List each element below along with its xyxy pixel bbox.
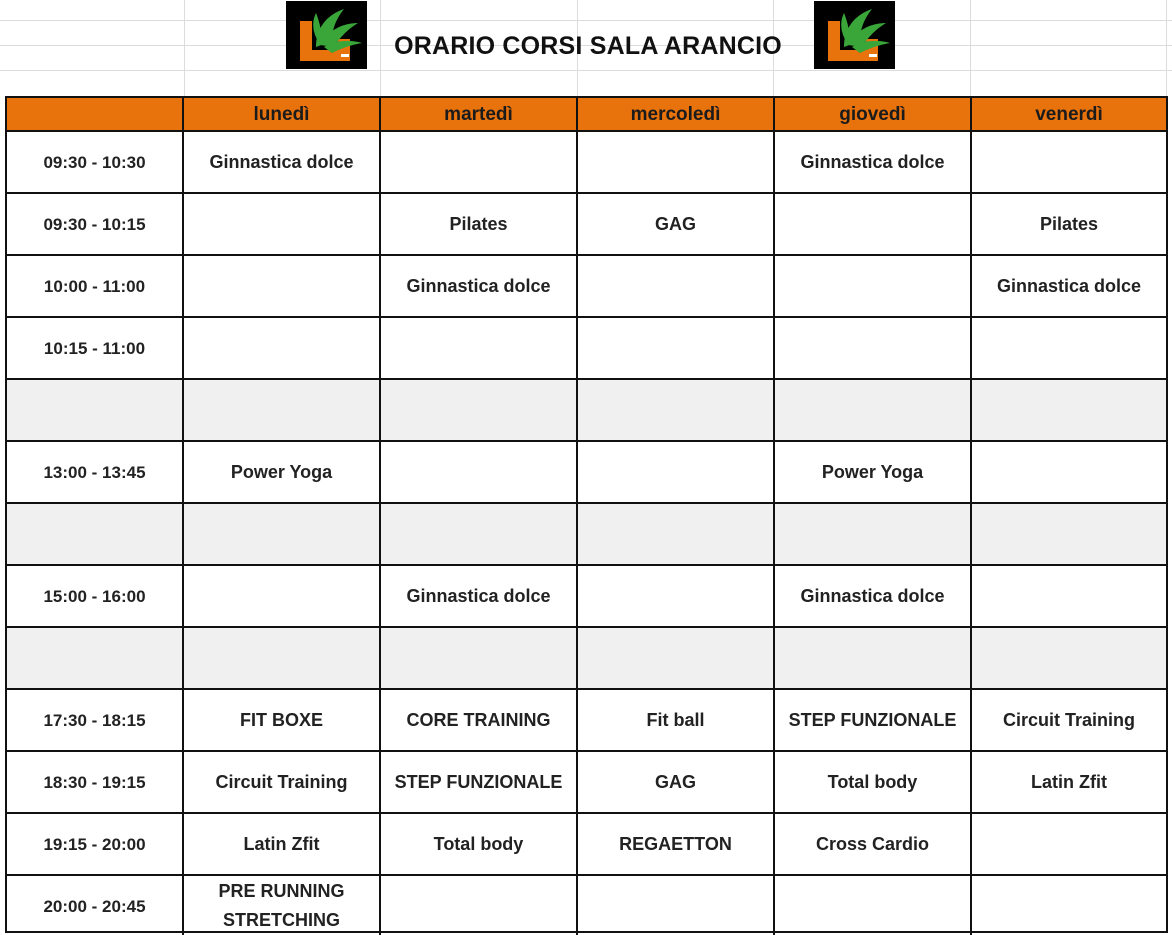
day-header-label: lunedì: [253, 103, 310, 125]
class-cell: [578, 752, 775, 814]
class-cell: [184, 876, 381, 935]
class-cell: [972, 442, 1166, 504]
class-cell: [972, 628, 1166, 690]
time-slot-label: 19:15 - 20:00: [43, 834, 146, 854]
class-cell: [381, 132, 578, 194]
class-cell: [381, 814, 578, 876]
class-cell: [775, 504, 972, 566]
time-slot-cell: [7, 628, 184, 690]
class-cell: [775, 318, 972, 380]
class-cell: [578, 504, 775, 566]
time-slot-cell: [7, 132, 184, 194]
class-cell: [381, 194, 578, 256]
class-name: REGAETTON: [619, 833, 732, 854]
class-cell: [578, 566, 775, 628]
class-cell: [184, 442, 381, 504]
class-cell: [184, 814, 381, 876]
class-cell: [578, 318, 775, 380]
class-cell: [381, 318, 578, 380]
class-cell: [775, 194, 972, 256]
class-cell: [972, 690, 1166, 752]
class-cell: [775, 566, 972, 628]
class-cell: [775, 814, 972, 876]
day-header: [184, 98, 381, 132]
class-cell: [972, 256, 1166, 318]
page-title: ORARIO CORSI SALA ARANCIO: [394, 32, 782, 60]
class-cell: [578, 194, 775, 256]
time-slot-label: 15:00 - 16:00: [43, 586, 146, 606]
class-name: Circuit Training: [1002, 709, 1135, 730]
class-name: PRE RUNNING STRETCHING: [218, 881, 345, 930]
class-name: STEP FUNZIONALE: [788, 709, 957, 730]
time-slot-cell: [7, 194, 184, 256]
class-cell: [184, 132, 381, 194]
class-cell: [775, 442, 972, 504]
time-slot-label: 09:30 - 10:15: [43, 214, 146, 234]
class-cell: [381, 752, 578, 814]
day-header-label: martedì: [444, 103, 513, 125]
class-cell: [184, 752, 381, 814]
time-slot-cell: [7, 318, 184, 380]
class-cell: [775, 256, 972, 318]
class-cell: [775, 690, 972, 752]
class-cell: [972, 194, 1166, 256]
time-slot-label: 10:00 - 11:00: [43, 276, 146, 296]
class-cell: [775, 132, 972, 194]
class-name: Pilates: [1039, 213, 1099, 234]
class-name: Ginnastica dolce: [209, 151, 354, 172]
class-cell: [578, 876, 775, 935]
class-name: Total body: [827, 771, 918, 792]
class-cell: [381, 876, 578, 935]
time-slot-cell: [7, 690, 184, 752]
class-name: GAG: [654, 771, 696, 792]
time-slot-cell: [7, 442, 184, 504]
leaf-logo-icon: [814, 1, 895, 69]
class-cell: [184, 380, 381, 442]
time-slot-cell: [7, 504, 184, 566]
class-cell: [381, 690, 578, 752]
class-name: Ginnastica dolce: [406, 585, 551, 606]
time-slot-cell: [7, 256, 184, 318]
class-name: Ginnastica dolce: [406, 275, 551, 296]
course-timetable: [5, 96, 1168, 933]
class-cell: [578, 132, 775, 194]
class-cell: [578, 442, 775, 504]
gridline: [970, 0, 971, 96]
class-cell: [775, 752, 972, 814]
gridline: [1166, 0, 1167, 96]
class-cell: [578, 628, 775, 690]
gridline: [184, 0, 185, 96]
time-slot-label: 20:00 - 20:45: [43, 896, 146, 916]
time-slot-label: 10:15 - 11:00: [43, 338, 146, 358]
class-cell: [972, 380, 1166, 442]
time-slot-cell: [7, 876, 184, 935]
class-cell: [184, 256, 381, 318]
class-cell: [381, 628, 578, 690]
day-header-label: venerdì: [1035, 103, 1103, 125]
leaf-logo-icon: [286, 1, 367, 69]
class-name: Latin Zfit: [1031, 771, 1107, 792]
class-cell: [972, 132, 1166, 194]
time-slot-label: 09:30 - 10:30: [43, 152, 146, 172]
class-cell: [184, 504, 381, 566]
class-cell: [972, 566, 1166, 628]
class-cell: [578, 380, 775, 442]
class-name: Power Yoga: [230, 461, 333, 482]
class-name: Ginnastica dolce: [800, 151, 945, 172]
day-header: [381, 98, 578, 132]
class-cell: [972, 814, 1166, 876]
day-header: [775, 98, 972, 132]
class-cell: [972, 318, 1166, 380]
class-cell: [381, 442, 578, 504]
day-header: [578, 98, 775, 132]
class-cell: [184, 628, 381, 690]
class-cell: [184, 318, 381, 380]
class-name: Total body: [433, 833, 524, 854]
class-name: Circuit Training: [215, 771, 348, 792]
class-cell: [184, 194, 381, 256]
class-name: Ginnastica dolce: [996, 275, 1142, 296]
class-name: FIT BOXE: [239, 709, 323, 730]
class-cell: [184, 690, 381, 752]
header-corner: [7, 98, 184, 132]
class-cell: [381, 504, 578, 566]
gridline: [0, 70, 1172, 71]
class-name: CORE TRAINING: [406, 709, 551, 730]
time-slot-cell: [7, 380, 184, 442]
class-name: Pilates: [449, 213, 508, 234]
class-name: Cross Cardio: [815, 833, 930, 854]
class-name: Fit ball: [646, 709, 705, 730]
class-cell: [972, 752, 1166, 814]
class-cell: [972, 504, 1166, 566]
class-name: STEP FUNZIONALE: [394, 771, 563, 792]
class-name: Power Yoga: [821, 461, 924, 482]
class-cell: [578, 256, 775, 318]
class-cell: [578, 690, 775, 752]
time-slot-label: 18:30 - 19:15: [43, 772, 146, 792]
class-cell: [775, 380, 972, 442]
class-cell: [381, 380, 578, 442]
day-header: [972, 98, 1166, 132]
day-header-label: mercoledì: [630, 103, 721, 125]
class-cell: [578, 814, 775, 876]
class-cell: [775, 628, 972, 690]
class-name: GAG: [654, 213, 696, 234]
class-name: Ginnastica dolce: [800, 585, 945, 606]
time-slot-cell: [7, 566, 184, 628]
day-header-label: giovedì: [839, 103, 906, 125]
time-slot-cell: [7, 814, 184, 876]
class-cell: [381, 256, 578, 318]
class-cell: [184, 566, 381, 628]
time-slot-label: 13:00 - 13:45: [43, 462, 146, 482]
time-slot-cell: [7, 752, 184, 814]
class-name: Latin Zfit: [243, 833, 320, 854]
class-cell: [972, 876, 1166, 935]
time-slot-label: 17:30 - 18:15: [43, 710, 146, 730]
class-cell: [775, 876, 972, 935]
gridline: [0, 20, 1172, 21]
class-cell: [381, 566, 578, 628]
